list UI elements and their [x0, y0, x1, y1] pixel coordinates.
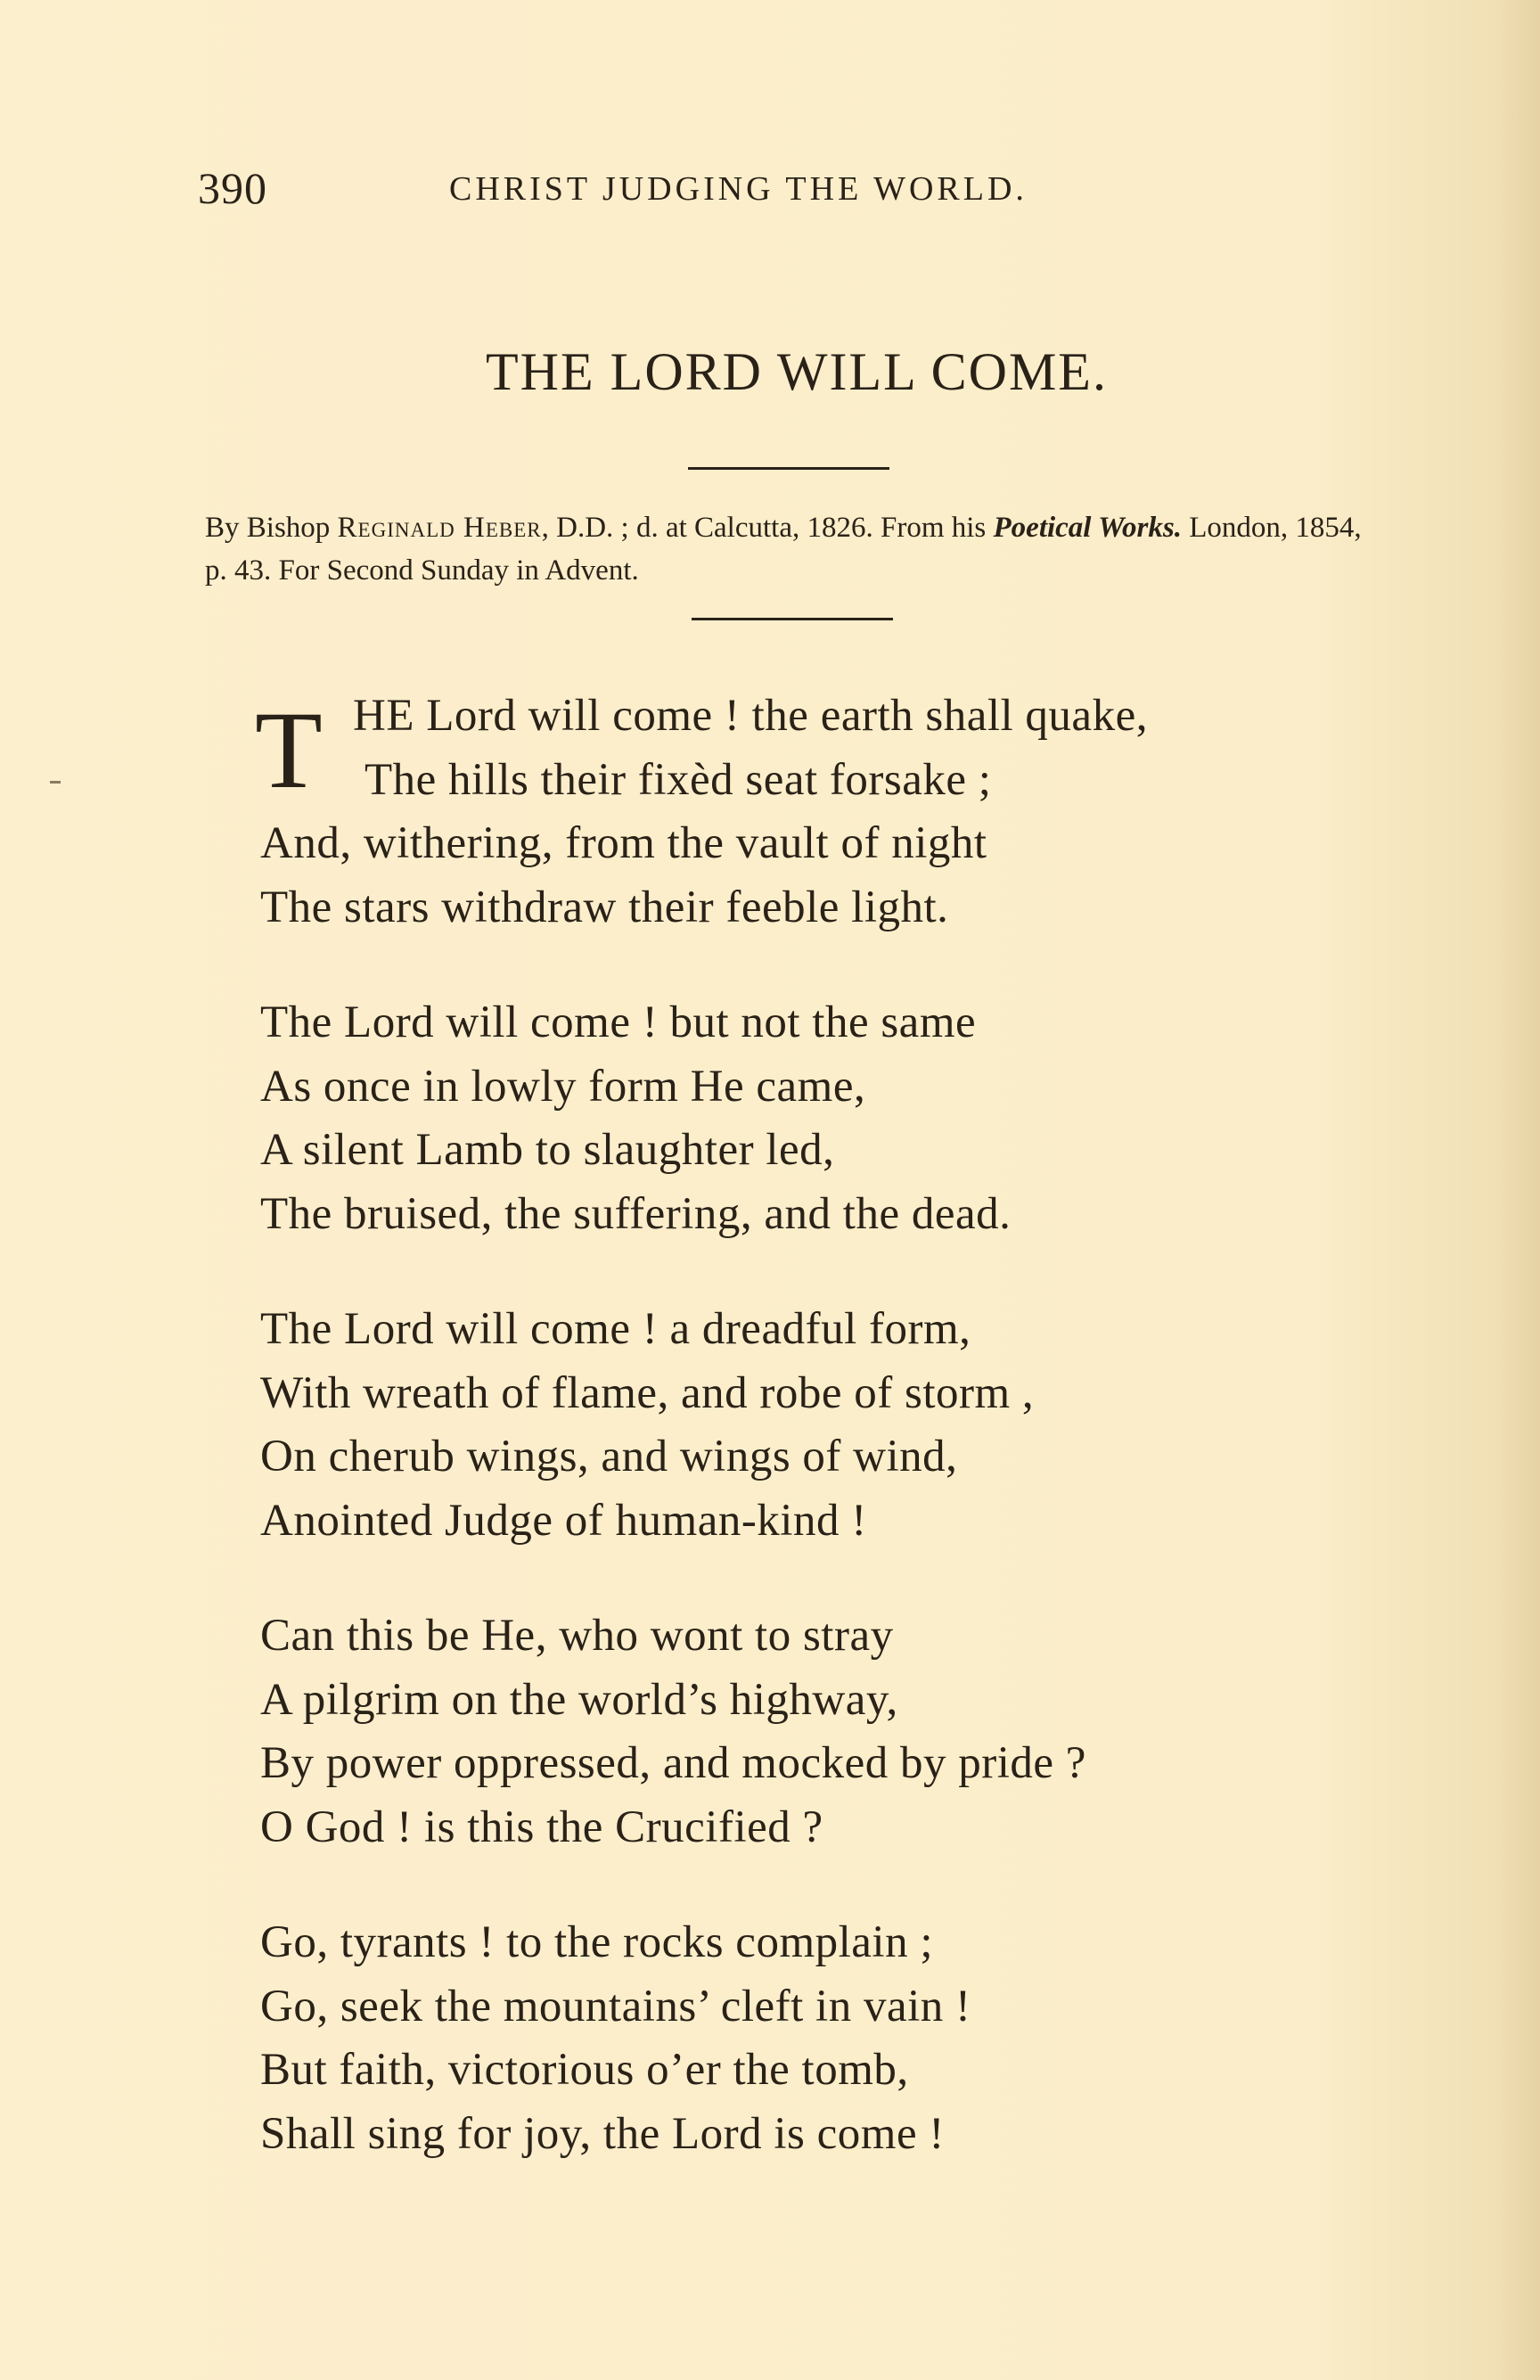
verse-line: Can this be He, who wont to stray — [260, 1611, 894, 1661]
attribution-author: Reginald Heber — [337, 512, 542, 544]
running-head — [198, 162, 1178, 216]
verse-line: A silent Lamb to slaughter led, — [260, 1125, 835, 1175]
verse-line: The Lord will come ! but not the same — [260, 997, 977, 1047]
attribution-by: By Bishop — [205, 512, 331, 544]
attribution-work: Poetical Works. — [993, 512, 1182, 544]
attribution-degree-death: , D.D. ; d. at Calcutta, 1826. From his — [541, 512, 994, 544]
verse-line: As once in lowly form He came, — [260, 1061, 866, 1112]
margin-mark — [50, 781, 61, 784]
verse-line: Anointed Judge of human-kind ! — [260, 1495, 867, 1546]
stanza — [260, 1911, 1419, 2166]
verse-line: By power oppressed, and mocked by pride ? — [260, 1738, 1086, 1788]
verse-line: And, withering, from the vault of night — [260, 818, 987, 868]
rule-divider-top — [688, 467, 889, 470]
first-line-text: HE Lord will come ! the earth shall quake, — [353, 691, 1148, 741]
verse-line: With wreath of flame, and robe of storm , — [260, 1367, 1035, 1418]
attribution-publication: London, 1854, p. 43. For Second Sunday in Advent. — [205, 512, 1362, 587]
verse-line: Shall sing for joy, the Lord is come ! — [260, 2108, 945, 2159]
poem-body — [255, 685, 1419, 2166]
verse-line: The bruised, the suffering, and the dead. — [260, 1188, 1012, 1239]
drop-cap: T — [255, 689, 324, 811]
stanza — [260, 1298, 1419, 1553]
verse-line: But faith, victorious o’er the tomb, — [260, 2045, 909, 2095]
verse-line: Go, tyrants ! to the rocks complain ; — [260, 1917, 934, 1967]
stanza — [260, 1604, 1419, 1859]
attribution — [205, 506, 1390, 592]
rule-divider-bottom — [692, 618, 893, 620]
verse-line: The Lord will come ! a dreadful form, — [260, 1304, 971, 1354]
stanza — [255, 685, 1419, 940]
verse-line: Go, seek the mountains’ cleft in vain ! — [260, 1981, 971, 2031]
poem-title: THE LORD WILL COME. — [486, 342, 1108, 401]
verse-line: O God ! is this the Crucified ? — [260, 1801, 823, 1852]
verse-line: The stars withdraw their feeble light. — [260, 882, 949, 932]
verse-line: A pilgrim on the world’s highway, — [260, 1674, 898, 1725]
running-title: CHRIST JUDGING THE WORLD. — [449, 170, 1028, 208]
verse-line: On cherub wings, and wings of wind, — [260, 1432, 958, 1481]
page-number: 390 — [198, 163, 267, 213]
stanza — [260, 991, 1419, 1246]
verse-line: The hills their fixèd seat forsake ; — [365, 754, 992, 805]
